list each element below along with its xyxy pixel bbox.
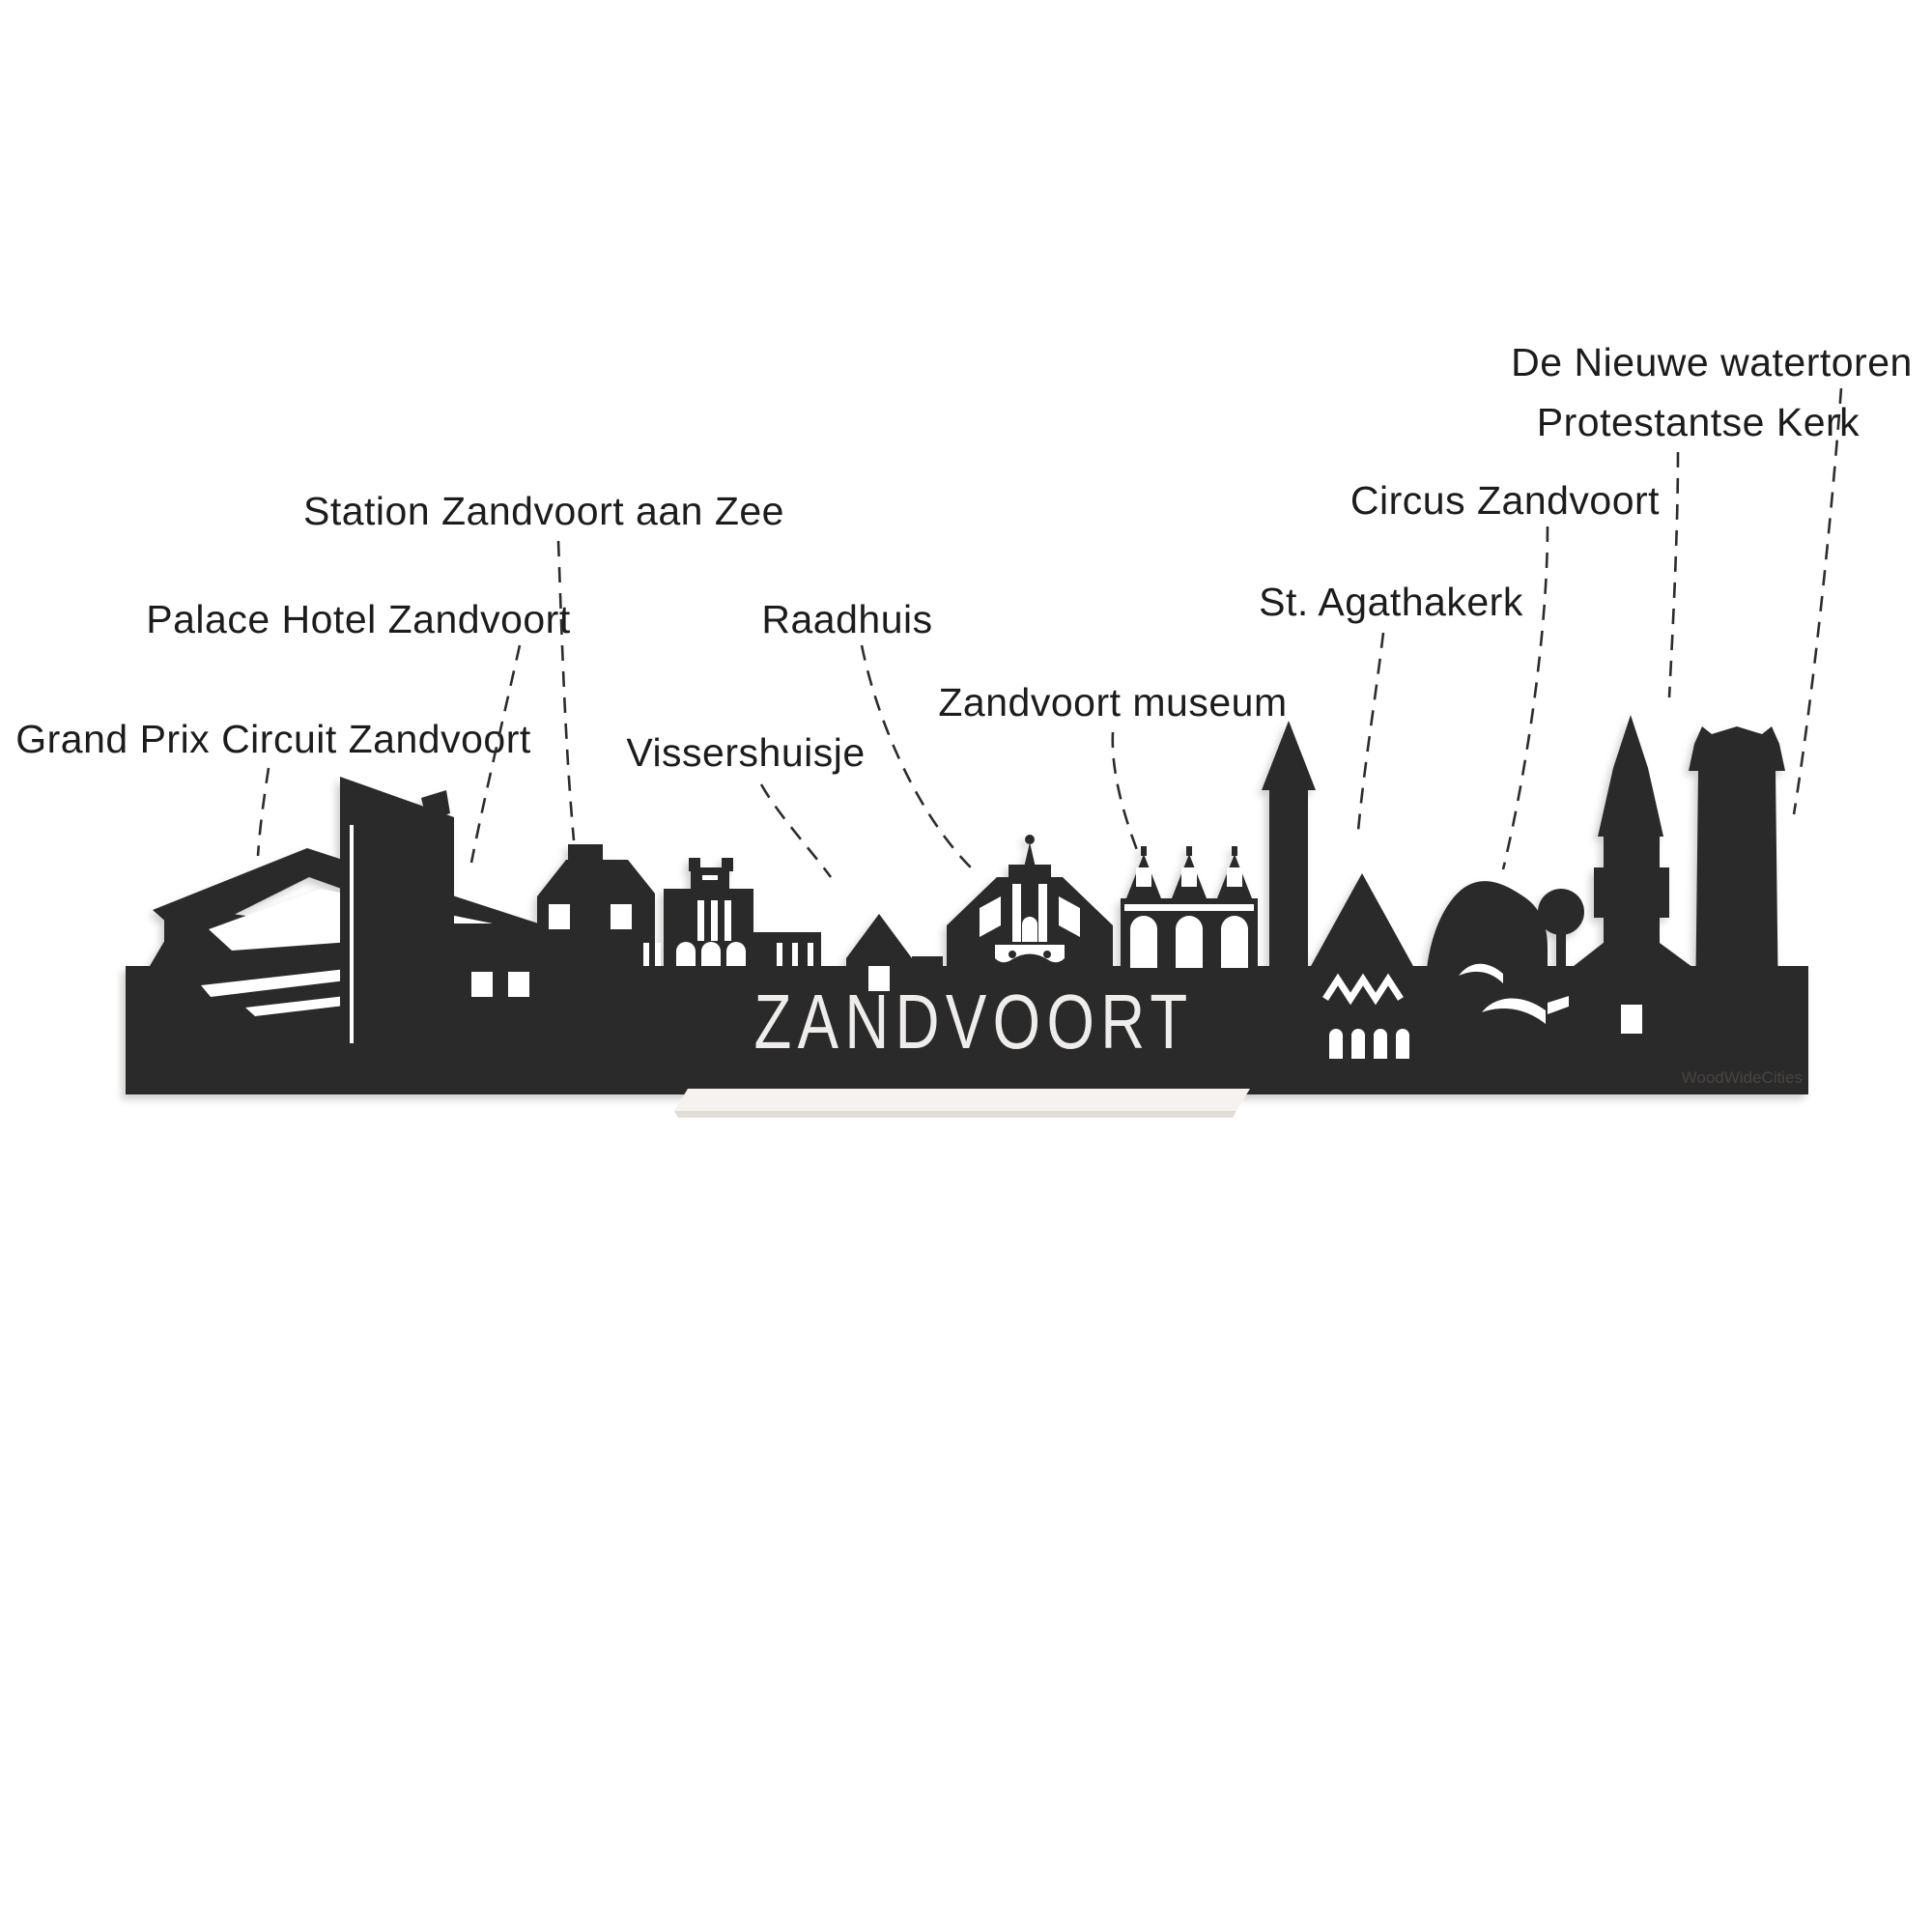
leader-line-de-nieuwe-watertoren [1794,388,1841,814]
leader-line-circus-zandvoort [1503,526,1548,869]
label-palace-hotel: Palace Hotel Zandvoort [146,597,571,641]
building-hip-roof-house [537,844,655,1094]
building-low-block [454,923,539,1094]
label-zandvoort-museum: Zandvoort museum [938,680,1288,724]
building-de-nieuwe-watertoren [1689,726,1785,1094]
leader-line-station-zandvoort [558,541,574,840]
leader-line-zandvoort-museum [1113,732,1137,850]
building-palace-hotel [340,777,454,1094]
leader-line-protestantse-kerk [1669,452,1678,697]
label-de-nieuwe-watertoren: De Nieuwe watertoren [1511,340,1913,384]
label-grand-prix-circuit: Grand Prix Circuit Zandvoort [15,717,531,761]
label-protestantse-kerk: Protestantse Kerk [1536,400,1861,444]
watermark: WoodWideCities [1681,1068,1803,1087]
city-name-cutout: ZANDVOORT [753,979,1194,1065]
landmark-labels [15,340,1913,775]
building-protestantse-kerk [1569,715,1696,1094]
label-raadhuis: Raadhuis [761,597,933,641]
building-slender-tower [1262,721,1316,1094]
leader-line-grand-prix-circuit [258,768,269,856]
label-vissershuisje: Vissershuisje [626,730,866,775]
skyline-silhouette [126,715,1808,1094]
base-shadow [674,1111,1236,1118]
building-st-agathakerk [1310,873,1414,1094]
leader-line-st-agathakerk [1358,633,1383,831]
label-station-zandvoort: Station Zandvoort aan Zee [303,489,784,533]
label-circus-zandvoort: Circus Zandvoort [1350,478,1661,523]
display-base [674,1089,1250,1118]
base-bar [674,1089,1250,1111]
label-st-agathakerk: St. Agathakerk [1259,580,1523,624]
leader-line-vissershuisje [761,784,831,877]
